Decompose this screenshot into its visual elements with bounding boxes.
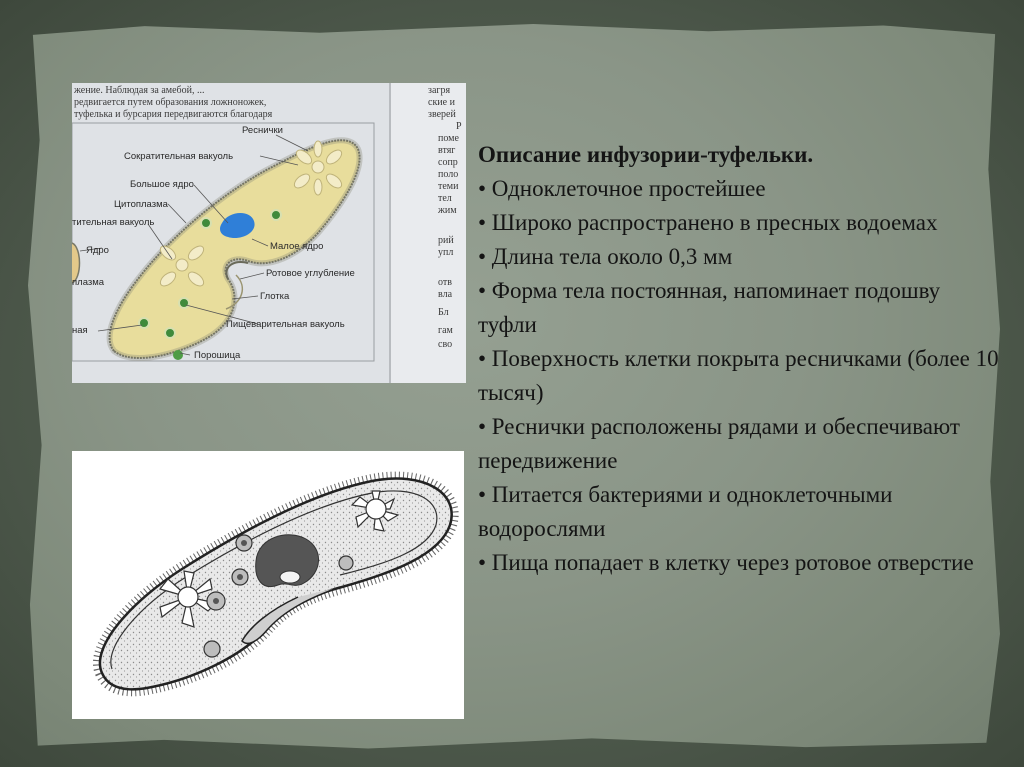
- bullet-item: • Питается бактериями и одноклеточными водорослями: [478, 482, 893, 541]
- label-anal-pore: Порошица: [194, 350, 241, 361]
- textbook-diagram-image: [72, 83, 466, 383]
- bullet-item: • Длина тела около 0,3 мм: [478, 244, 733, 269]
- label-digestive-vacuole: Пищеварительная вакуоль: [226, 319, 345, 330]
- book-col-word: сопр: [438, 157, 458, 168]
- book-col-word: загря: [428, 85, 451, 96]
- paramecium-illustration: [72, 451, 464, 719]
- label-left-edge: ная: [72, 325, 88, 336]
- label-contractile-vacuole: Сократительная вакуоль: [124, 151, 234, 162]
- book-col-word: поме: [438, 133, 459, 144]
- book-col-word: вла: [438, 289, 453, 300]
- label-nucleus: Ядро: [86, 245, 109, 256]
- description-block: [478, 138, 1003, 580]
- slide-title: Описание инфузории-туфельки.: [478, 142, 814, 167]
- label-plasma: плазма: [72, 277, 105, 288]
- label-micronucleus: Малое ядро: [270, 241, 324, 252]
- book-col-word: упл: [438, 247, 454, 258]
- book-col-word: поло: [438, 169, 459, 180]
- book-col-word: Р: [456, 121, 462, 132]
- label-oral-groove: Ротовое углубление: [266, 268, 355, 279]
- book-line-2: редвигается путем образования ложноножек,: [74, 97, 267, 108]
- book-col-word: зверей: [428, 109, 456, 120]
- label-cilia: Реснички: [242, 125, 283, 136]
- label-contractile-vacuole-left: тительная вакуоль: [72, 217, 155, 228]
- label-cytoplasm: Цитоплазма: [114, 199, 168, 210]
- bullet-item: • Широко распространено в пресных водоемах: [478, 210, 938, 235]
- book-col-word: рий: [438, 235, 454, 246]
- bullet-item: • Форма тела постоянная, напоминает подошву туфли: [478, 278, 941, 337]
- label-pharynx: Глотка: [260, 291, 290, 302]
- bullet-item: • Поверхность клетки покрыта ресничками (более 10 тысяч): [478, 346, 999, 405]
- paramecium-labeled-diagram: [72, 83, 466, 383]
- bullet-list: [478, 172, 1003, 580]
- book-col-word: сво: [438, 339, 453, 350]
- book-line-1: жение. Наблюдая за амебой, ...: [74, 85, 205, 96]
- book-col-word: тел: [438, 193, 452, 204]
- book-col-word: теми: [438, 181, 459, 192]
- label-macronucleus: Большое ядро: [130, 179, 194, 190]
- paramecium-bw-drawing: [72, 451, 464, 719]
- bullet-item: • Реснички расположены рядами и обеспечивают передвижение: [478, 414, 960, 473]
- book-col-word: ские и: [428, 97, 455, 108]
- book-col-word: Бл: [438, 307, 449, 318]
- book-col-word: жим: [438, 205, 457, 216]
- bullet-item: • Одноклеточное простейшее: [478, 176, 766, 201]
- book-col-word: втяг: [438, 145, 456, 156]
- book-line-3: туфелька и бурсария передвигаются благодаря: [74, 109, 273, 120]
- book-col-word: гам: [438, 325, 453, 336]
- book-col-word: отв: [438, 277, 452, 288]
- bullet-item: • Пища попадает в клетку через ротовое отверстие: [478, 550, 974, 575]
